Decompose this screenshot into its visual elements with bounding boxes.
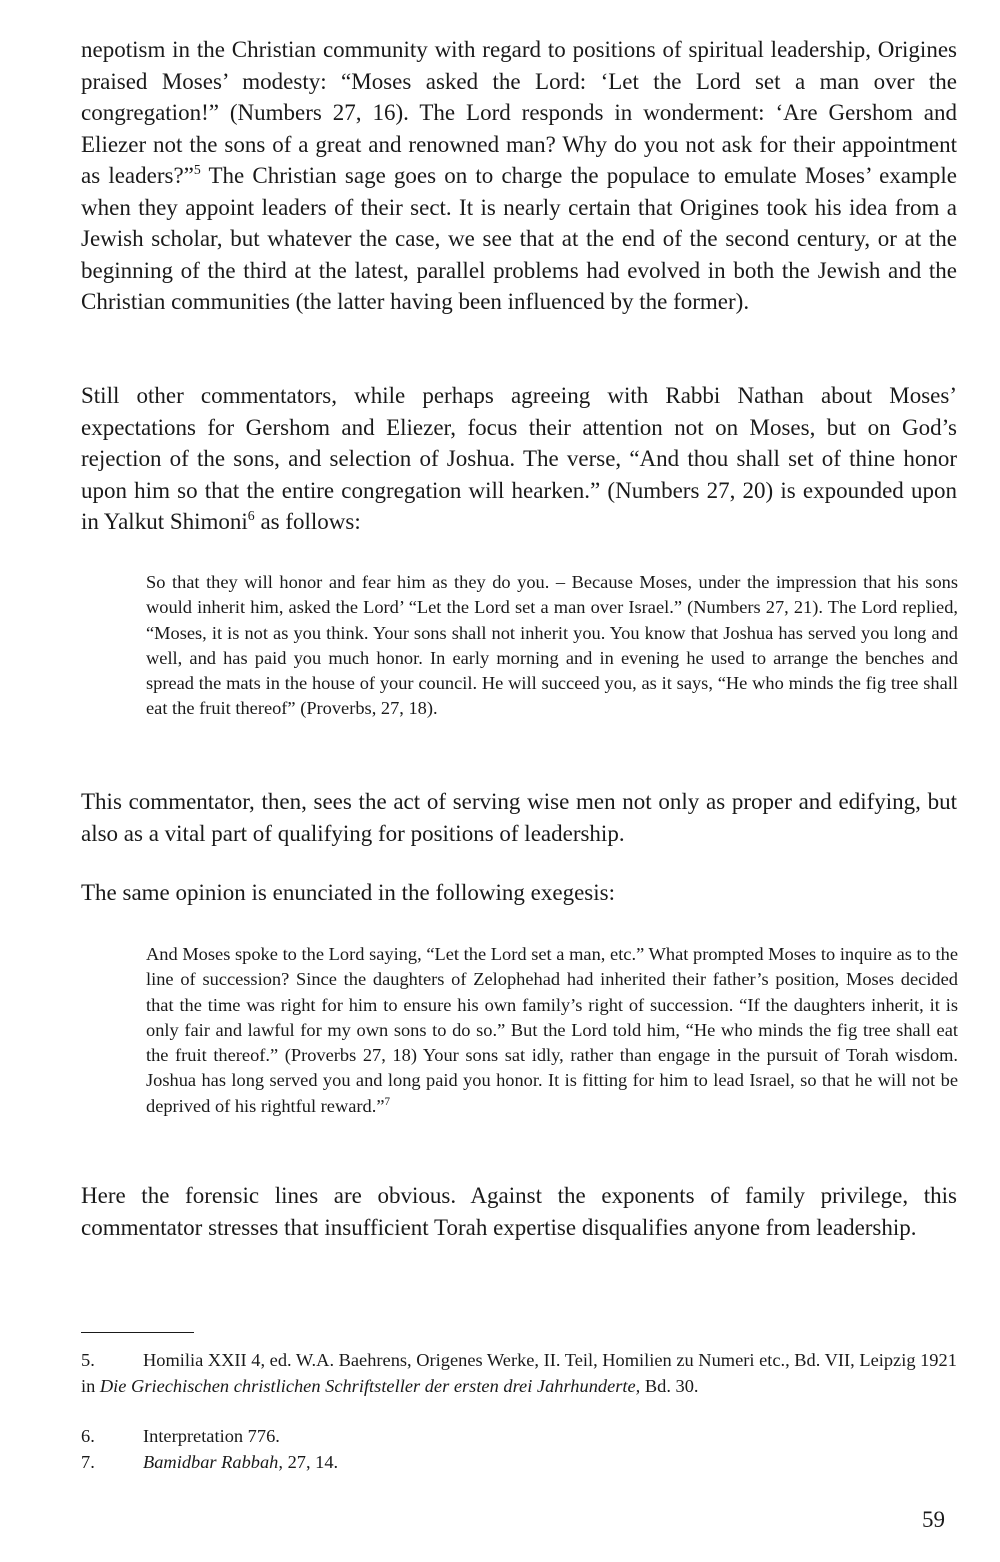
footnote-text: Interpretation 776. [143, 1426, 280, 1446]
footnote-5 [81, 1347, 957, 1399]
paragraph-text: Still other commentators, while perhaps agreeing with Rabbi Nathan about Moses’ expectations for Gershom and Eliezer, focus their attention not on Moses, but on God’s rejection of the sons, and selection of Joshua. The verse, “And thou shall set of thine honor upon him so that the entire congregation will hearken.” (Numbers 27, 20) is expounded upon in Yalkut Shimoni [81, 383, 957, 534]
footnote-ref-5[interactable]: 5 [193, 162, 201, 178]
footnote-number: 7. [81, 1452, 95, 1472]
paragraph-text: The Christian sage goes on to charge the populace to emulate Moses’ example when they appoint leaders of their sect. It is nearly certain that Origines took his idea from a Jewish scholar, but whatever the case, we see that at the end of the second century, or at the beginning of the third at the latest, parallel problems had evolved in both the Jewish and the Christian communities (the latter having been influenced by the former). [81, 163, 957, 314]
footnote-7 [81, 1449, 957, 1475]
footnote-ref-7[interactable]: 7 [384, 1095, 391, 1108]
body-paragraph-3: This commentator, then, sees the act of serving wise men not only as proper and edifying, but also as a vital part of qualifying for positions of leadership. [81, 789, 957, 846]
block-quote-2 [146, 942, 958, 1119]
footnote-italic-title: Die Griechischen christlichen Schriftsteller der ersten drei Jahrhunderte, [99, 1376, 641, 1396]
footnote-separator [81, 1332, 194, 1333]
footnote-text: Homilia XXII 4, ed. W.A. Baehrens, Origenes Werke, II. Teil, Homilien zu Numeri etc., Bd. VII, Leipzig 1921 in [81, 1350, 957, 1396]
footnote-number: 5. [81, 1350, 95, 1370]
block-quote-1: So that they will honor and fear him as they do you. – Because Moses, under the impression that his sons would inherit him, asked the Lord’ “Let the Lord set a man over Israel.” (Numbers 27, 21). The Lord replied, “Moses, it is not as you think. Your sons shall not inherit you. You know that Joshua has served you long and well, and has paid you much honor. In early morning and in evening he used to arrange the benches and spread the mats in the house of your council. He will succeed you, as it says, “He who minds the fig tree shall eat the fruit thereof” (Proverbs, 27, 18). [146, 572, 958, 719]
paragraph-text: as follows: [254, 509, 361, 534]
body-paragraph-5: Here the forensic lines are obvious. Against the exponents of family privilege, this commentator stresses that insufficient Torah expertise disqualifies anyone from leadership. [81, 1183, 957, 1240]
body-paragraph-1 [81, 34, 957, 318]
page-number: 59 [922, 1507, 945, 1532]
paragraph-text: nepotism in the Christian community with regard to positions of spiritual leadership, Origines praised Moses’ modesty: “Moses asked the Lord: ‘Let the Lord set a man over the congregation!” (Numbers 27, 16). The Lord responds in wonderment: ‘Are Gershom and Eliezer not the sons of a great and renowned man? Why do you not ask for their appointment as leaders?” [81, 37, 957, 188]
body-paragraph-2 [81, 380, 957, 538]
footnote-text: Bd. 30. [640, 1376, 699, 1396]
body-paragraph-4: The same opinion is enunciated in the following exegesis: [81, 880, 615, 905]
footnote-text: 27, 14. [282, 1452, 339, 1472]
footnote-number: 6. [81, 1426, 95, 1446]
footnote-italic-title: Bamidbar Rabbah, [143, 1452, 283, 1472]
quote-text: And Moses spoke to the Lord saying, “Let the Lord set a man, etc.” What prompted Moses to inquire as to the line of succession? Since the daughters of Zelophehad had inherited their father’s position, Moses decided that the time was right for him to ensure his own family’s right of succession. “If the daughters inherit, it is only fair and lawful for my own sons to do so.” But the Lord told him, “He who minds the fig tree shall eat the fruit thereof.” (Proverbs 27, 18) Your sons sat idly, rather than engage in the pursuit of Torah wisdom. Joshua has long served you and long paid you honor. It is fitting for him to lead Israel, so that he will not be deprived of his rightful reward.” [146, 944, 958, 1116]
footnote-ref-6[interactable]: 6 [247, 508, 255, 524]
footnote-6 [81, 1423, 957, 1449]
